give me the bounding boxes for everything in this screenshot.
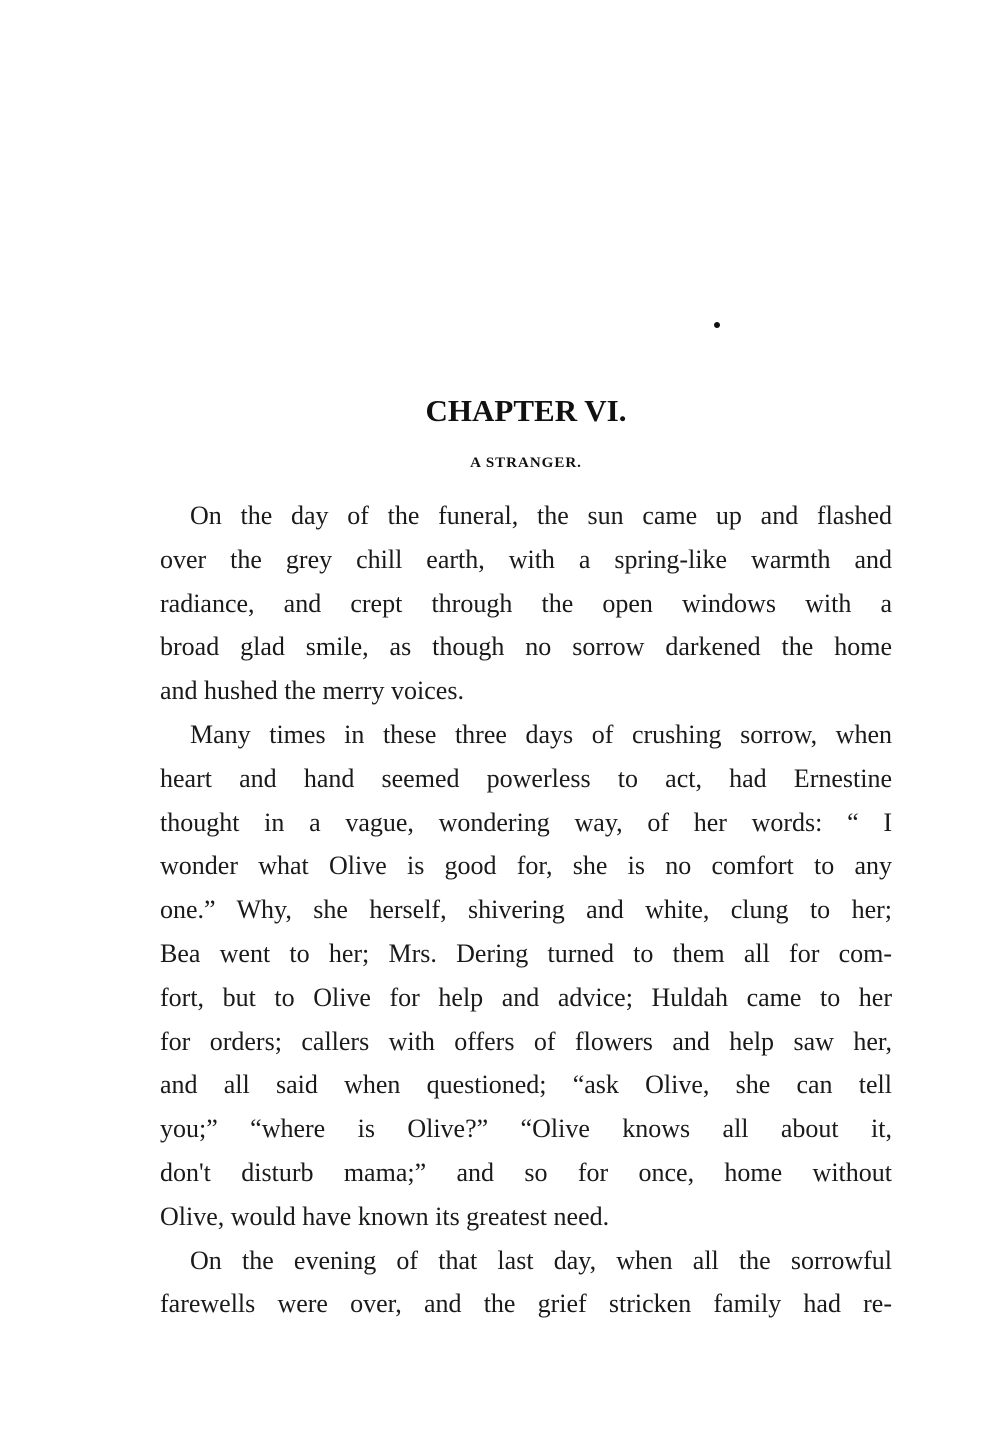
text-line: Many times in these three days of crushing sorrow, when <box>190 719 892 749</box>
text-line: On the day of the funeral, the sun came up and flashed <box>190 501 892 530</box>
text-line: don't disturb mama;” and so for once, home without <box>160 1157 892 1187</box>
chapter-subtitle: A STRANGER. <box>470 455 582 471</box>
text-line: over the grey chill earth, with a spring-like warmth and <box>160 544 892 574</box>
text-line: and all said when questioned; “ask Olive, she can tell <box>160 1070 892 1100</box>
chapter-title: CHAPTER VI. <box>425 393 627 428</box>
text-line: heart and hand seemed powerless to act, had Ernestine <box>160 763 892 793</box>
text-line: wonder what Olive is good for, she is no comfort to any <box>160 851 892 881</box>
text-line: thought in a vague, wondering way, of her words: “ I <box>160 807 892 837</box>
text-line: On the evening of that last day, when all the sorrowful <box>190 1245 892 1275</box>
text-line: you;” “where is Olive?” “Olive knows all about it, <box>160 1114 892 1144</box>
text-line: Bea went to her; Mrs. Dering turned to them all for com- <box>160 938 892 968</box>
chapter-body <box>160 494 892 1326</box>
text-line: fort, but to Olive for help and advice; Huldah came to her <box>160 982 892 1012</box>
text-line: for orders; callers with offers of flowers and help saw her, <box>160 1026 892 1056</box>
text-line: Olive, would have known its greatest need. <box>160 1201 610 1231</box>
text-line: radiance, and crept through the open windows with a <box>160 588 892 618</box>
text-line: and hushed the merry voices. <box>160 676 464 706</box>
text-line: one.” Why, she herself, shivering and white, clung to her; <box>160 895 892 925</box>
text-line: broad glad smile, as though no sorrow darkened the home <box>160 632 892 662</box>
text-line: farewells were over, and the grief stricken family had re- <box>160 1289 892 1319</box>
ink-speck <box>714 322 720 328</box>
